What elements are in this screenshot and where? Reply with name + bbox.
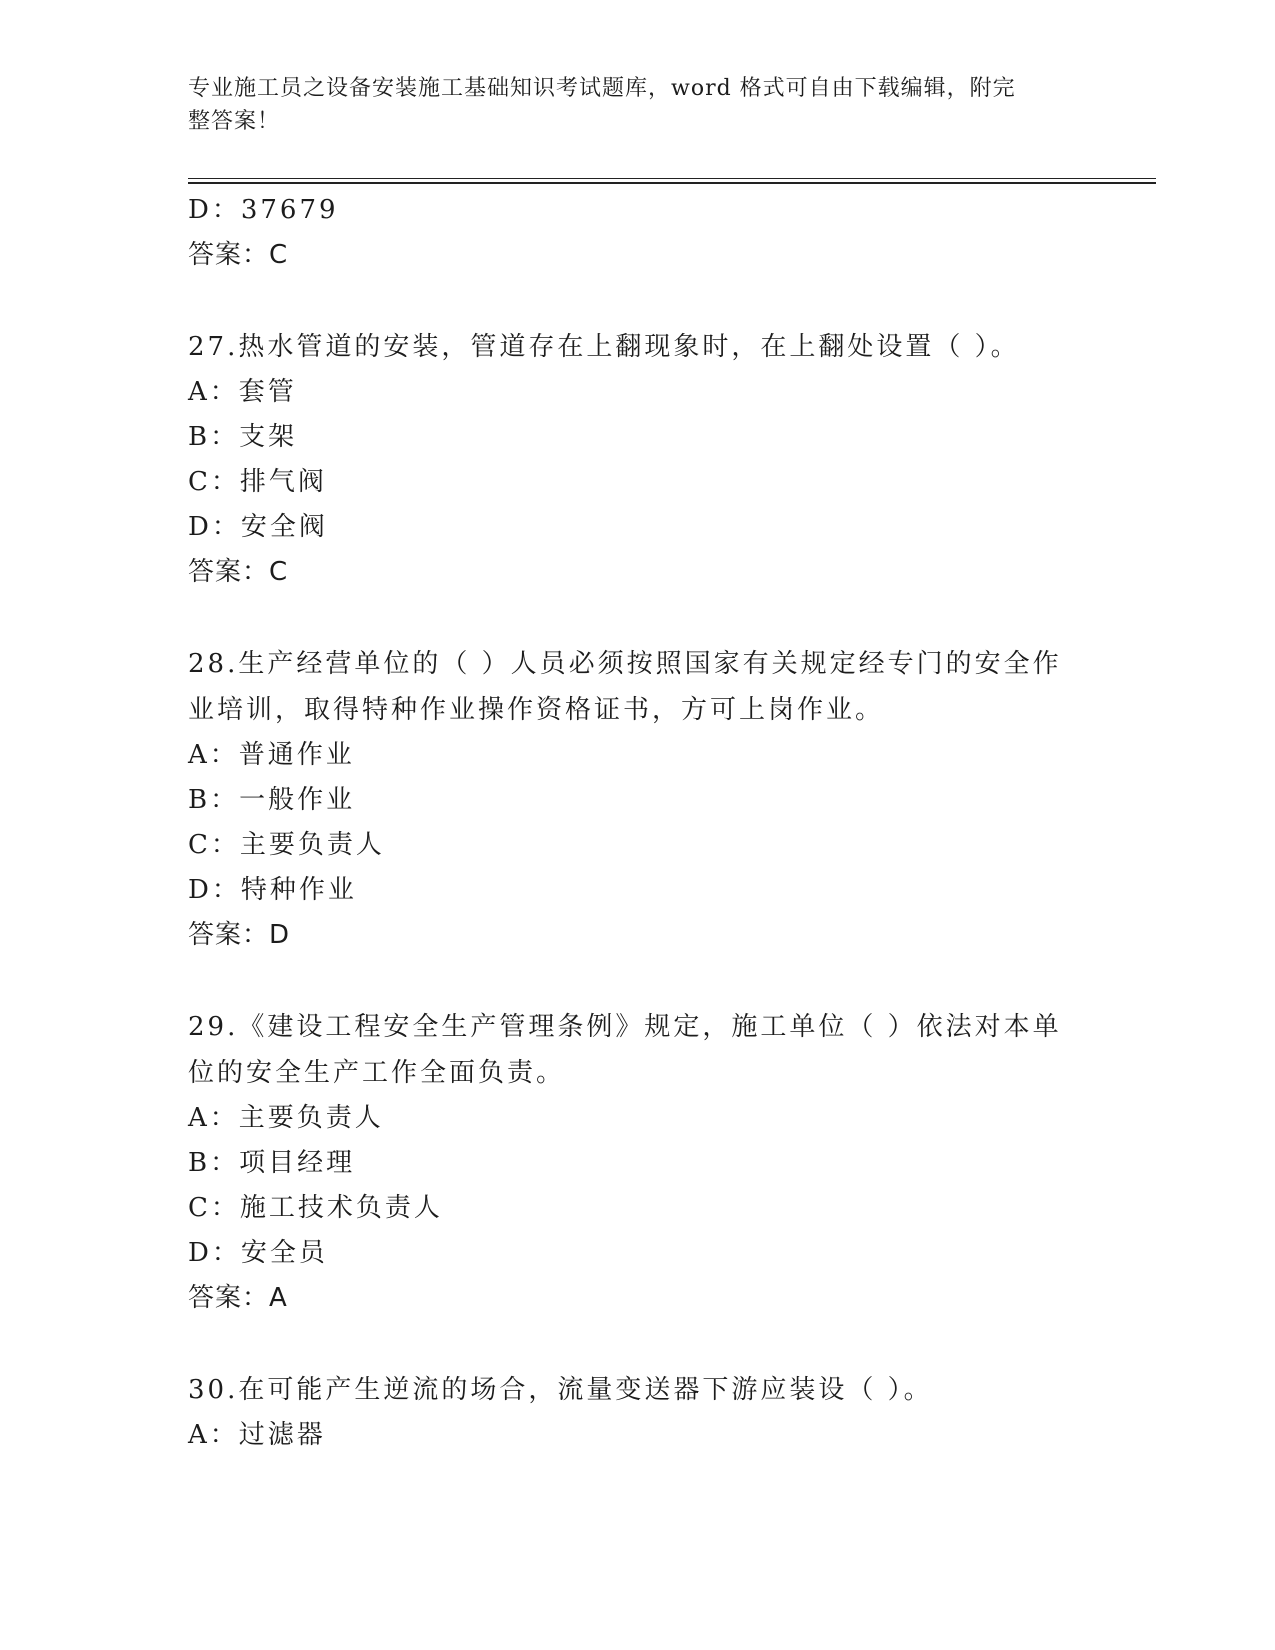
answer-line: 答案：A bbox=[188, 1283, 288, 1313]
question-stem: 30.在可能产生逆流的场合，流量变送器下游应装设（ ）。 bbox=[188, 1375, 933, 1405]
answer-line: 答案：C bbox=[188, 240, 289, 270]
option-d: D：安全员 bbox=[188, 1238, 328, 1268]
answer-line: 答案：C bbox=[188, 557, 289, 587]
option-a: A：普通作业 bbox=[188, 740, 355, 770]
option-b: B：支架 bbox=[188, 422, 298, 452]
option-a: A：主要负责人 bbox=[188, 1103, 384, 1133]
option-c: C：排气阀 bbox=[188, 467, 327, 497]
option-d: D：安全阀 bbox=[188, 512, 328, 542]
question-block-26-tail bbox=[188, 188, 1068, 278]
spacer bbox=[188, 278, 1068, 325]
question-block-27 bbox=[188, 325, 1068, 595]
question-stem-continued: 位的安全生产工作全面负责。 bbox=[188, 1057, 566, 1088]
header-divider-thin bbox=[188, 178, 1156, 179]
option-d: D：特种作业 bbox=[188, 875, 357, 905]
question-stem-continued: 业培训，取得特种作业操作资格证书，方可上岗作业。 bbox=[188, 694, 885, 725]
header-line-2: 整答案！ bbox=[188, 109, 281, 134]
header-divider-thick bbox=[188, 182, 1156, 184]
question-list bbox=[188, 188, 1068, 1458]
option-d: D：37679 bbox=[188, 195, 339, 225]
question-stem: 28.生产经营单位的（ ）人员必须按照国家有关规定经专门的安全作 bbox=[188, 649, 1062, 679]
option-a: A：套管 bbox=[188, 377, 297, 407]
option-b: B：项目经理 bbox=[188, 1148, 356, 1178]
option-a: A：过滤器 bbox=[188, 1420, 326, 1450]
spacer bbox=[188, 595, 1068, 642]
option-b: B：一般作业 bbox=[188, 785, 356, 815]
option-c: C：主要负责人 bbox=[188, 830, 385, 860]
header-line-1: 专业施工员之设备安装施工基础知识考试题库，word 格式可自由下载编辑，附完 bbox=[188, 76, 1016, 101]
question-block-28 bbox=[188, 642, 1068, 958]
question-stem: 29.《建设工程安全生产管理条例》规定，施工单位（ ）依法对本单 bbox=[188, 1012, 1062, 1042]
option-c: C：施工技术负责人 bbox=[188, 1193, 443, 1223]
question-block-30 bbox=[188, 1368, 1068, 1458]
spacer bbox=[188, 1321, 1068, 1368]
answer-line: 答案：D bbox=[188, 920, 291, 950]
spacer bbox=[188, 958, 1068, 1005]
question-block-29 bbox=[188, 1005, 1068, 1321]
page-header bbox=[188, 72, 1068, 138]
question-stem: 27.热水管道的安装，管道存在上翻现象时，在上翻处设置（ ）。 bbox=[188, 332, 1020, 362]
